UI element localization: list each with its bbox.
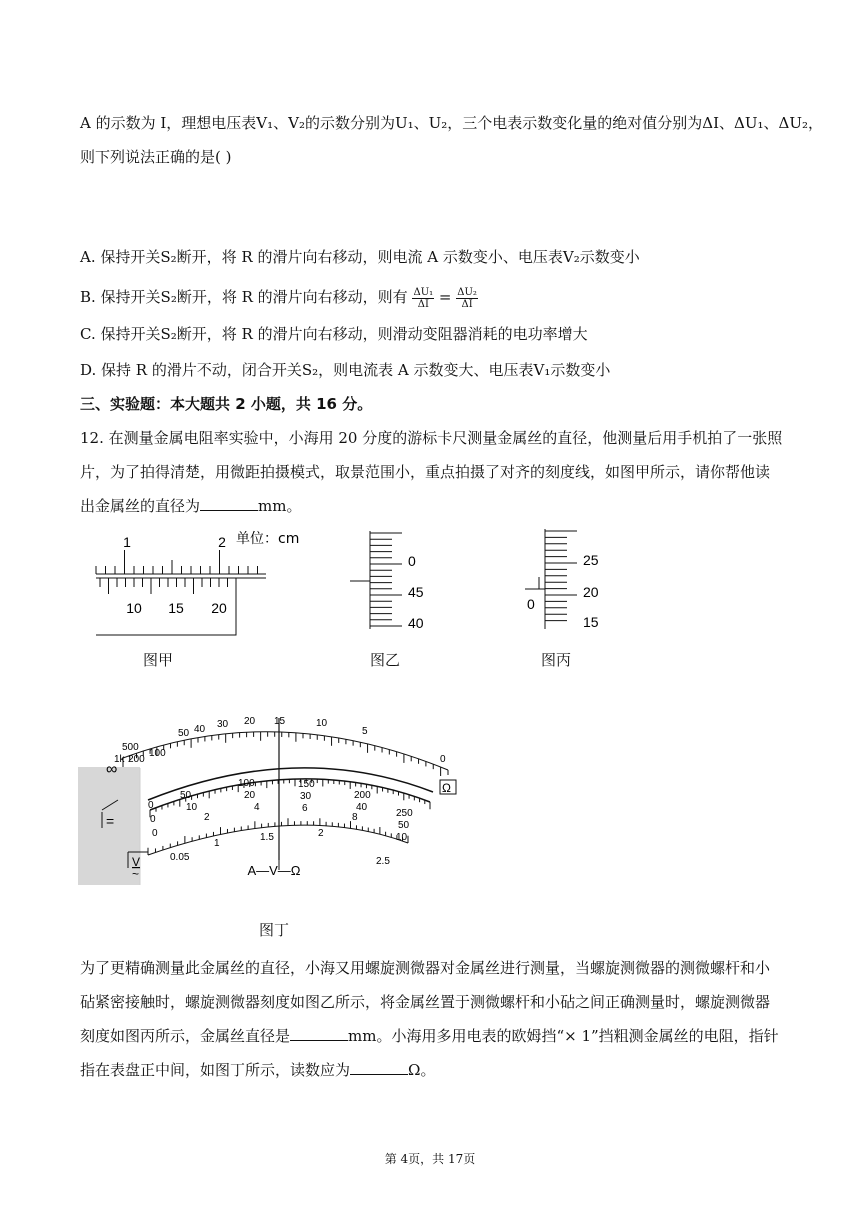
dc-c-2: 2: [204, 812, 210, 823]
meter-bottom-label: A—V—Ω: [247, 863, 301, 878]
caption-yi: 图乙: [370, 651, 401, 669]
dc-a-200: 200: [354, 790, 371, 801]
q12-line1: 12. 在测量金属电阻率实验中，小海用 20 分度的游标卡尺测量金属丝的直径，他测量后用手机拍了一张照: [80, 429, 783, 447]
q12-after4-text: 指在表盘正中间，如图丁所示，读数应为: [80, 1061, 351, 1079]
caption-ding: 图丁: [259, 921, 290, 939]
dc-c-6: 6: [302, 803, 308, 814]
ac-symbol: V: [132, 855, 141, 869]
option-c: C. 保持开关S₂断开，将 R 的滑片向右移动，则滑动变阻器消耗的电功率增大: [80, 325, 588, 343]
q11-line1: A 的示数为 I，理想电压表V₁、V₂的示数分别为U₁、U₂，三个电表示数变化量的绝对值分别为ΔI、ΔU₁、ΔU₂，: [80, 114, 824, 132]
yi-thimble-scale: [370, 533, 402, 626]
ohm-label-20: 20: [244, 716, 256, 727]
option-b-text: B. 保持开关S₂断开，将 R 的滑片向右移动，则有: [80, 288, 408, 306]
page-footer: 第 4页，共 17页: [384, 1152, 476, 1166]
ohm-label-10: 10: [316, 718, 328, 729]
caption-bing: 图丙: [541, 651, 572, 669]
dc-b-20: 20: [244, 790, 256, 801]
ohm-label-100: 100: [149, 748, 166, 759]
frac2-num: ΔU₂: [457, 286, 477, 298]
yi-label-45: 45: [408, 584, 424, 600]
frac2-den: ΔI: [461, 298, 473, 310]
vernier-label-10: 10: [126, 600, 142, 616]
q12-after3-mid: mm。小海用多用电表的欧姆挡“× 1”挡粗测金属丝的电阻，指针: [348, 1027, 779, 1045]
dc-zero-1: 0: [148, 800, 154, 811]
dc-b-10: 10: [186, 802, 198, 813]
ohm-label-200: 200: [128, 754, 145, 765]
ohm-scale-ticks: [123, 732, 448, 776]
frac1-den: ΔI: [417, 298, 429, 310]
ac-arc: [148, 825, 408, 855]
ohm-label-40: 40: [194, 724, 206, 735]
unit-label: 单位：cm: [236, 531, 300, 547]
figure-ding: [78, 710, 478, 885]
q12-after2: 砧紧密接触时，螺旋测微器刻度如图乙所示，将金属丝置于测微螺杆和小砧之间正确测量时，螺旋测微器: [80, 993, 771, 1011]
ac-label-25: 2.5: [376, 856, 390, 867]
main-label-2: 2: [218, 534, 226, 550]
answer-blank-3[interactable]: [350, 1060, 408, 1075]
option-a: A. 保持开关S₂断开，将 R 的滑片向右移动，则电流 A 示数变小、电压表V₂示数变小: [80, 248, 640, 266]
bing-thimble-scale: [545, 531, 577, 621]
answer-blank-2[interactable]: [290, 1026, 348, 1041]
ohm-label-1k: 1k: [114, 754, 125, 765]
equals-sign: =: [438, 288, 452, 306]
q12-after1: 为了更精确测量此金属丝的直径，小海又用螺旋测微器对金属丝进行测量，当螺旋测微器的测微螺杆和小: [80, 959, 771, 977]
vernier-label-20: 20: [211, 600, 227, 616]
ohm-label-500: 500: [122, 742, 139, 753]
option-b: [80, 286, 478, 310]
dc-c-8: 8: [352, 812, 358, 823]
figure-jia: [90, 525, 320, 640]
ac-label-005: 0.05: [170, 852, 190, 863]
ohm-arc: [123, 732, 448, 770]
ohm-label-30: 30: [217, 719, 229, 730]
ohm-infinity: ∞: [106, 761, 118, 778]
dc-a-250: 250: [396, 808, 413, 819]
dc-zero-3: 0: [152, 828, 158, 839]
dc-a-100: 100: [238, 778, 255, 789]
dc-a-150: 150: [298, 779, 315, 790]
dc-b-40: 40: [356, 802, 368, 813]
bing-sleeve-0: 0: [527, 596, 535, 612]
dc-b-50: 50: [398, 820, 410, 831]
option-d: D. 保持 R 的滑片不动，闭合开关S₂，则电流表 A 示数变大、电压表V₁示数变小: [80, 361, 611, 379]
ac-scale-ticks: [148, 818, 408, 855]
yi-label-40: 40: [408, 615, 424, 631]
dc-zero-2: 0: [150, 814, 156, 825]
ohm-label-0: 0: [440, 754, 446, 765]
q12-after3-text: 刻度如图丙所示，金属丝直径是: [80, 1027, 291, 1045]
dc-c-10: 10: [396, 832, 408, 843]
yi-label-0: 0: [408, 553, 416, 569]
ohm-label-50: 50: [178, 728, 190, 739]
section-heading: 三、实验题：本大题共 2 小题，共 16 分。: [80, 395, 373, 413]
q12-line2: 片，为了拍得清楚，用微距拍摄模式，取景范围小，重点拍摄了对齐的刻度线，如图甲所示，请你帮他读: [80, 463, 771, 481]
figure-bing: [515, 525, 625, 635]
ac-tilde-icon: ~: [132, 867, 140, 881]
fraction-du1-di: [412, 287, 434, 310]
caliper-main-scale: [96, 550, 258, 574]
ohm-label-15: 15: [274, 716, 286, 727]
q12-after4-unit: Ω。: [408, 1061, 436, 1079]
caliper-vernier-scale: [100, 578, 228, 594]
fraction-du2-di: [456, 287, 478, 310]
figure-yi: [340, 525, 450, 635]
ohm-label-5: 5: [362, 726, 368, 737]
ac-label-15: 1.5: [260, 832, 274, 843]
dc-c-4: 4: [254, 802, 260, 813]
q11-line2: 则下列说法正确的是( ): [80, 148, 232, 166]
frac1-num: ΔU₁: [413, 286, 434, 298]
q12-line3: [80, 495, 301, 517]
answer-blank-1[interactable]: [200, 496, 258, 511]
caption-jia: 图甲: [143, 651, 174, 669]
dc-symbol: =: [106, 813, 115, 829]
bing-label-25: 25: [583, 552, 599, 568]
ac-label-1: 1: [214, 838, 220, 849]
q12-after3: [80, 1025, 779, 1047]
dc-a-50: 50: [180, 790, 192, 801]
ohm-symbol: Ω: [442, 781, 451, 795]
dc-b-30: 30: [300, 791, 312, 802]
q12-unit-mm: mm。: [258, 497, 302, 515]
bing-label-15: 15: [583, 614, 599, 630]
q12-line3-text: 出金属丝的直径为: [80, 497, 201, 515]
bing-label-20: 20: [583, 584, 599, 600]
q12-after4: [80, 1059, 435, 1081]
vernier-label-15: 15: [168, 600, 184, 616]
ac-label-2: 2: [318, 828, 324, 839]
main-label-1: 1: [123, 534, 131, 550]
